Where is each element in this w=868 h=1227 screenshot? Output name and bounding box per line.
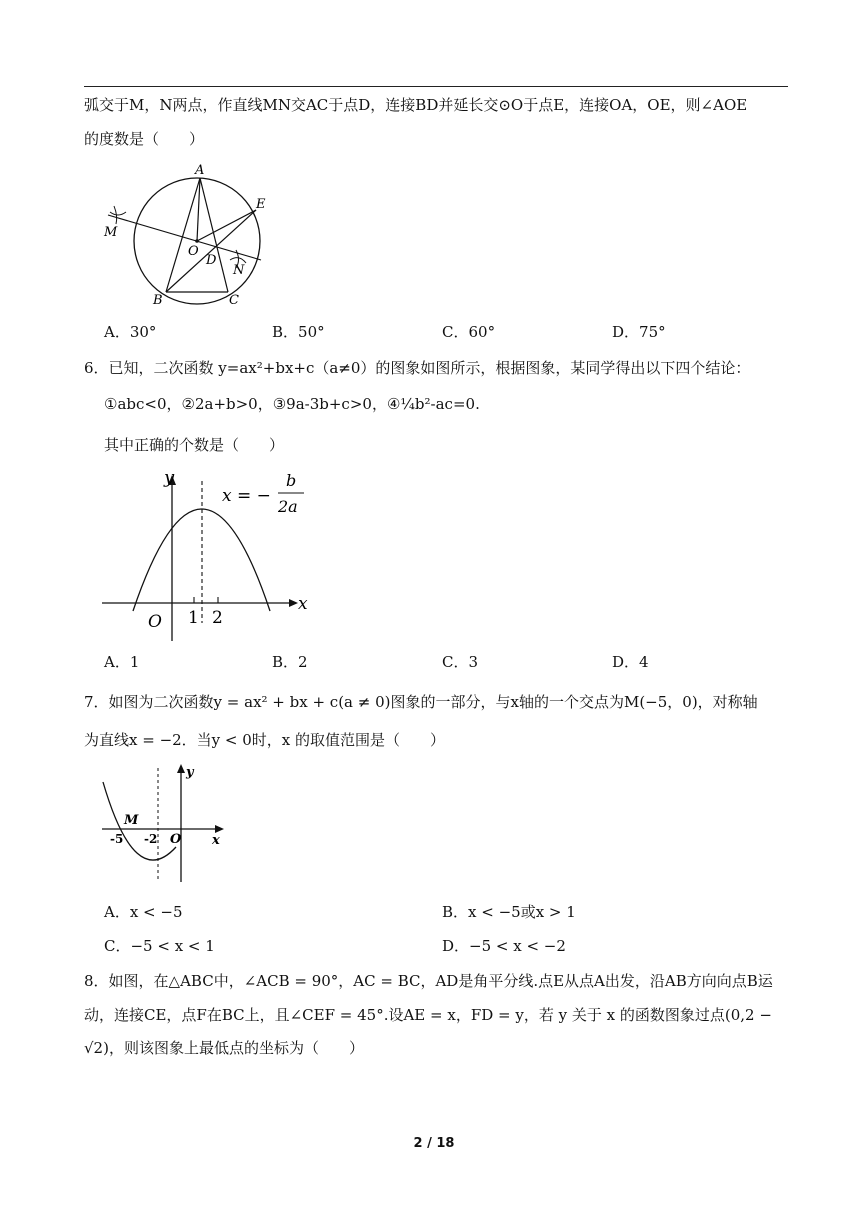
q5-option-c[interactable]: C．60°: [442, 323, 496, 341]
q6-parabola-figure: [98, 463, 320, 641]
q7-label-minus2: -2: [144, 832, 158, 846]
q6-label-1: 1: [188, 608, 199, 628]
q5-label-E: E: [256, 197, 266, 212]
q5-text-line1: 弧交于M，N两点，作直线MN交AC于点D，连接BD并延长交⊙O于点E，连接OA，OE，则∠AOE: [84, 96, 748, 114]
q5-label-B: B: [153, 293, 163, 308]
q8-text-line3: √2)，则该图象上最低点的坐标为（ ）: [84, 1039, 364, 1057]
q6-label-2: 2: [212, 608, 223, 628]
header-rule: [84, 86, 788, 87]
q5-label-N: N: [233, 263, 245, 278]
q6-option-c[interactable]: C．3: [442, 653, 479, 671]
q7-label-M: M: [124, 813, 139, 828]
q5-option-d[interactable]: D．75°: [612, 323, 666, 341]
q6-axis-b: b: [286, 471, 297, 490]
q6-text-line1: 6．已知，二次函数 y=ax²+bx+c（a≠0）的图象如图所示，根据图象，某同学得出以下四个结论：: [84, 359, 751, 377]
q6-text-line3: 其中正确的个数是（ ）: [104, 436, 285, 454]
q5-option-a[interactable]: A．30°: [104, 323, 157, 341]
q7-label-x: x: [212, 833, 220, 848]
q6-option-a[interactable]: A．1: [104, 653, 140, 671]
q7-text-line1: 7．如图为二次函数y = ax² + bx + c(a ≠ 0)图象的一部分，与x轴的一个交点为M(−5，0)，对称轴: [84, 693, 758, 711]
q6-label-x: x: [298, 594, 308, 614]
q7-option-a[interactable]: A．x < −5: [104, 903, 183, 921]
q5-label-A: A: [195, 163, 205, 178]
q5-label-D: D: [206, 253, 217, 268]
q7-parabola-figure: [100, 762, 232, 884]
q5-label-M: M: [104, 225, 118, 240]
q8-text-line1: 8．如图，在△ABC中，∠ACB = 90°，AC = BC，AD是角平分线.点E从点A出发，沿AB方向向点B运: [84, 972, 773, 990]
q5-circle-figure: [96, 160, 276, 310]
q7-label-O: O: [170, 832, 182, 847]
q5-label-C: C: [229, 293, 239, 308]
page-number: 2 / 18: [413, 1136, 455, 1151]
q6-label-y: y: [164, 467, 175, 488]
q7-label-y: y: [186, 765, 194, 780]
q5-label-O: O: [188, 244, 199, 259]
q7-option-d[interactable]: D．−5 < x < −2: [442, 937, 566, 955]
q7-label-minus5: -5: [110, 832, 124, 846]
q8-text-line2: 动，连接CE，点F在BC上，且∠CEF = 45°.设AE = x，FD = y，若 y 关于 x 的函数图象过点(0,2 −: [84, 1006, 772, 1024]
q7-text-line2: 为直线x = −2．当y < 0时，x 的取值范围是（ ）: [84, 731, 446, 749]
q5-text-line2: 的度数是（ ）: [84, 130, 205, 148]
q6-label-O: O: [148, 612, 162, 632]
q6-option-b[interactable]: B．2: [272, 653, 308, 671]
q6-text-line2: ①abc<0，②2a+b>0，③9a-3b+c>0，④¼b²-ac=0.: [104, 395, 480, 413]
q6-option-d[interactable]: D．4: [612, 653, 649, 671]
q7-option-b[interactable]: B．x < −5或x > 1: [442, 903, 576, 921]
q6-axis-equation: x = −: [222, 486, 271, 506]
q5-option-b[interactable]: B．50°: [272, 323, 325, 341]
q7-option-c[interactable]: C．−5 < x < 1: [104, 937, 215, 955]
q6-axis-2a: 2a: [278, 497, 298, 516]
